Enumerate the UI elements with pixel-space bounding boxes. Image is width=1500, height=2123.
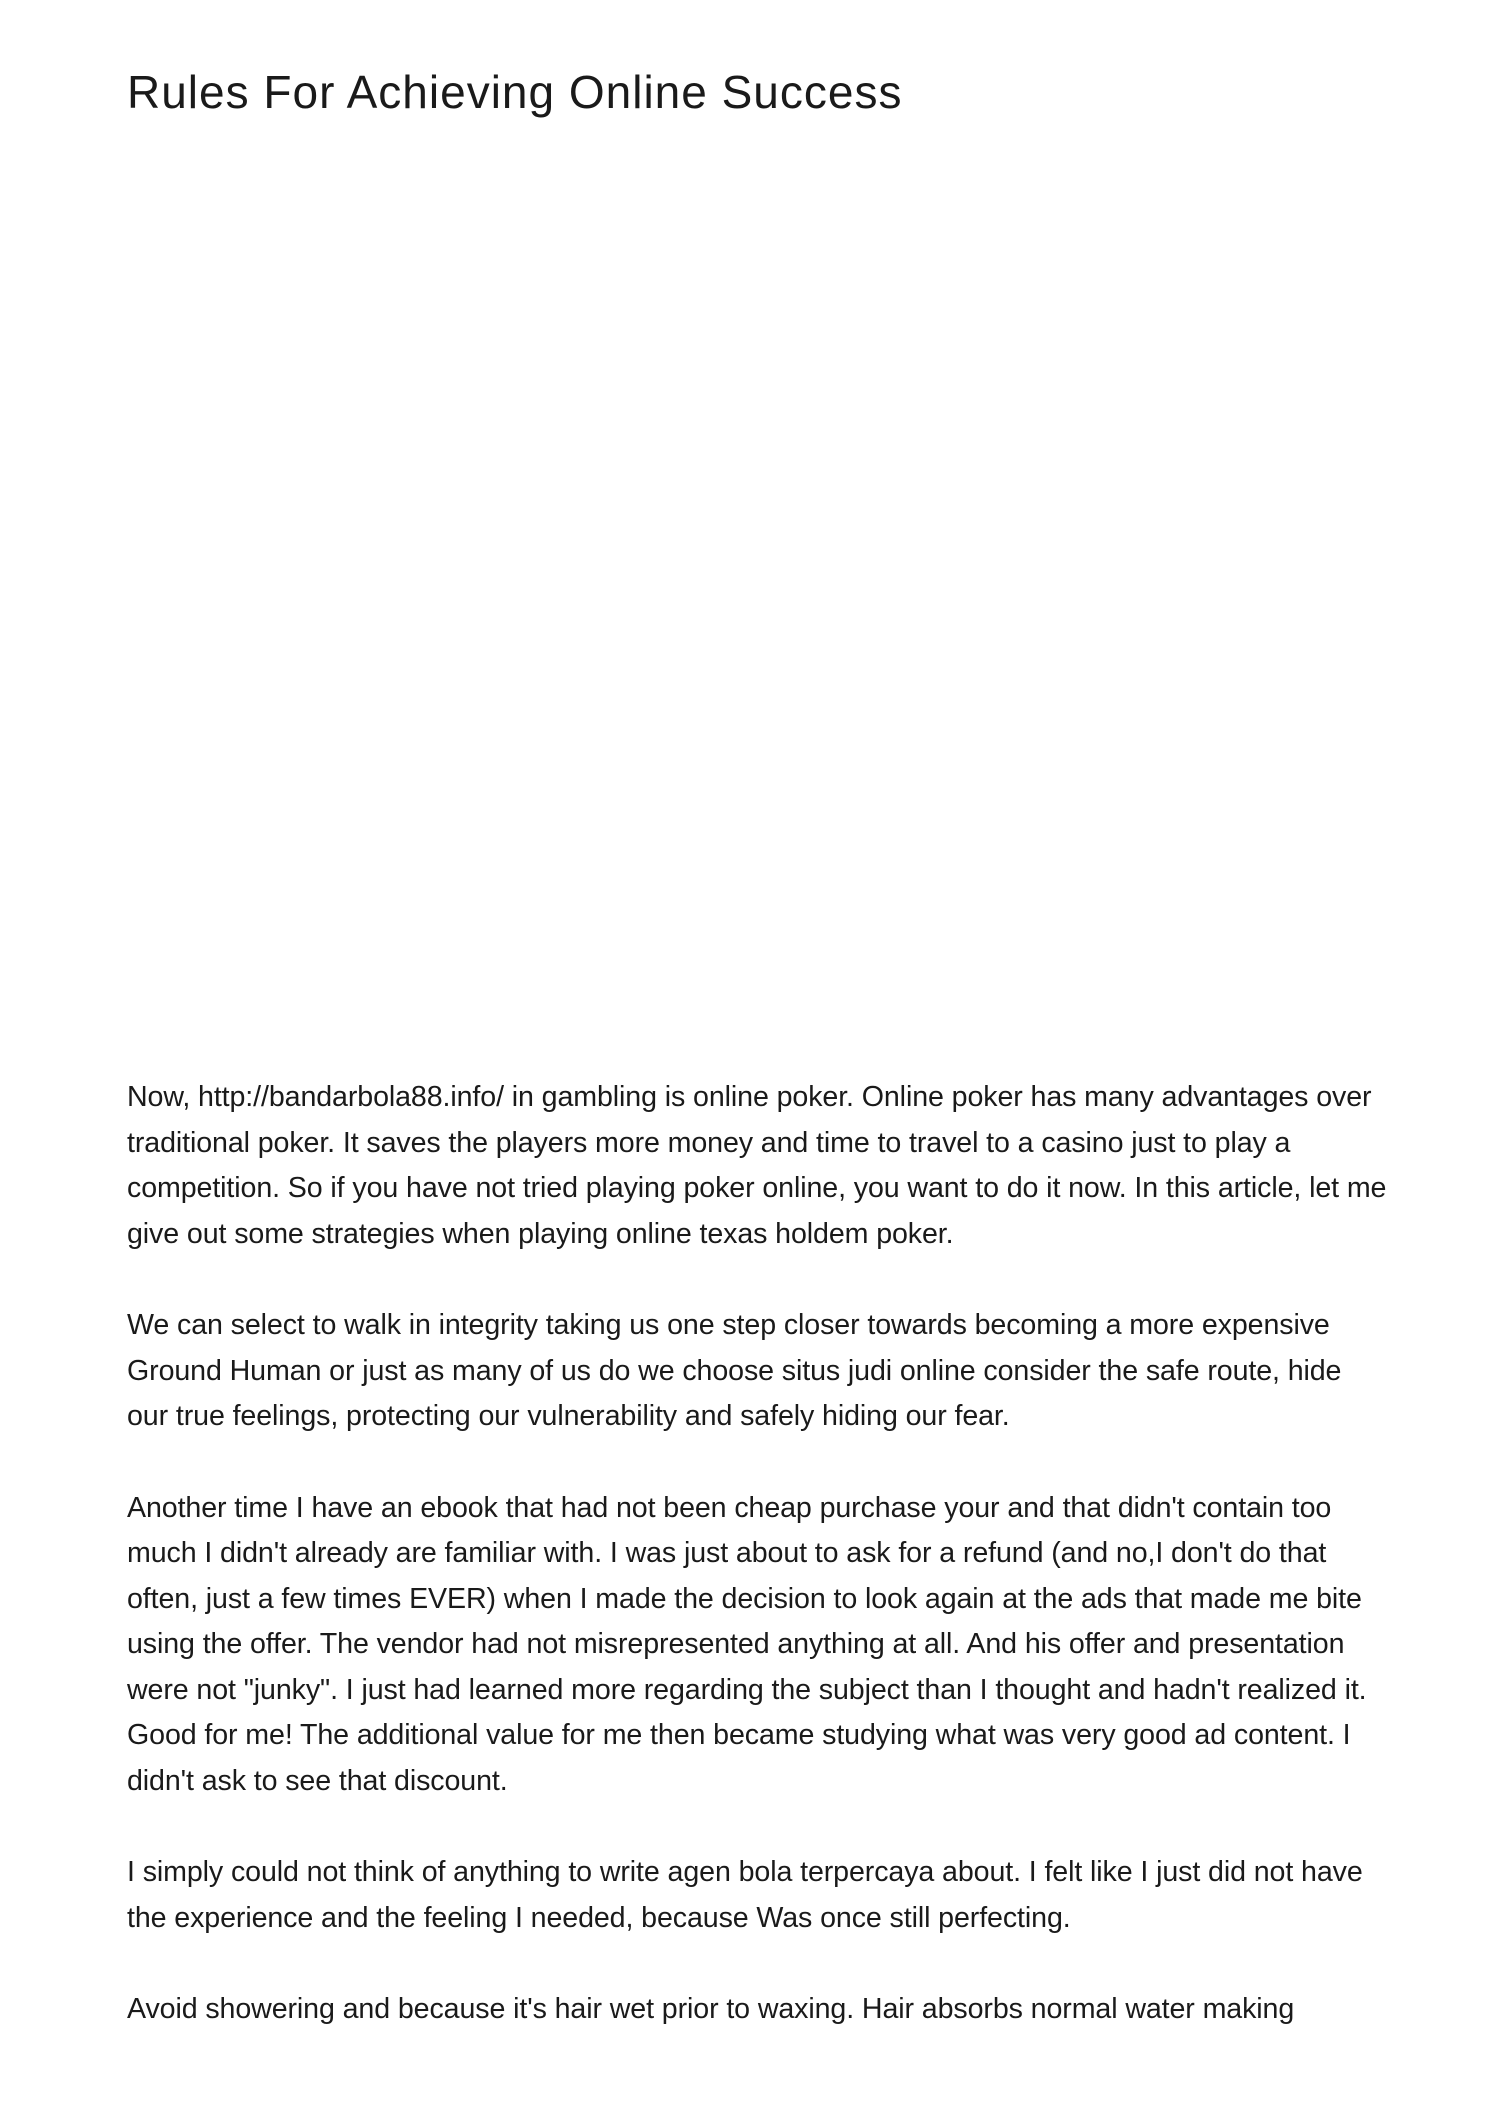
paragraph-waxing: Avoid showering and because it's hair wet prior to waxing. Hair absorbs normal water making — [127, 1993, 1295, 2025]
paragraph-ebook: Another time I have an ebook that had not been cheap purchase your and that didn't contain too much I didn't already are familiar with. I was just about to ask for a refund (and no,I don't do that often, just a few times EVER) when I made the decision to look again at the ads that made me bite using the offer. The vendor had not misrepresented anything at all. And his offer and presentation were not "junky". I just had learned more regarding the subject than I thought and hadn't realized it. Good for me! The additional value for me then became studying what was very good ad content. I didn't ask to see that discount. — [127, 1491, 1367, 1797]
document-body — [127, 1075, 1387, 2079]
paragraph-writing: I simply could not think of anything to write agen bola terpercaya about. I felt like I just did not have the experience and the feeling I needed, because Was once still perfecting. — [127, 1856, 1363, 1934]
paragraph-poker-intro: Now, http://bandarbola88.info/ in gambling is online poker. Online poker has many advantages over traditional poker. It saves the players more money and time to travel to a casino just to play a competition. So if you have not tried playing poker online, you want to do it now. In this article, let me give out some strategies when playing online texas holdem poker. — [127, 1081, 1387, 1250]
document-title: Rules For Achieving Online Success — [127, 66, 903, 118]
paragraph-integrity: We can select to walk in integrity taking us one step closer towards becoming a more expensive Ground Human or just as many of us do we choose situs judi online consider the safe route, hide our true feelings, protecting our vulnerability and safely hiding our fear. — [127, 1309, 1342, 1432]
